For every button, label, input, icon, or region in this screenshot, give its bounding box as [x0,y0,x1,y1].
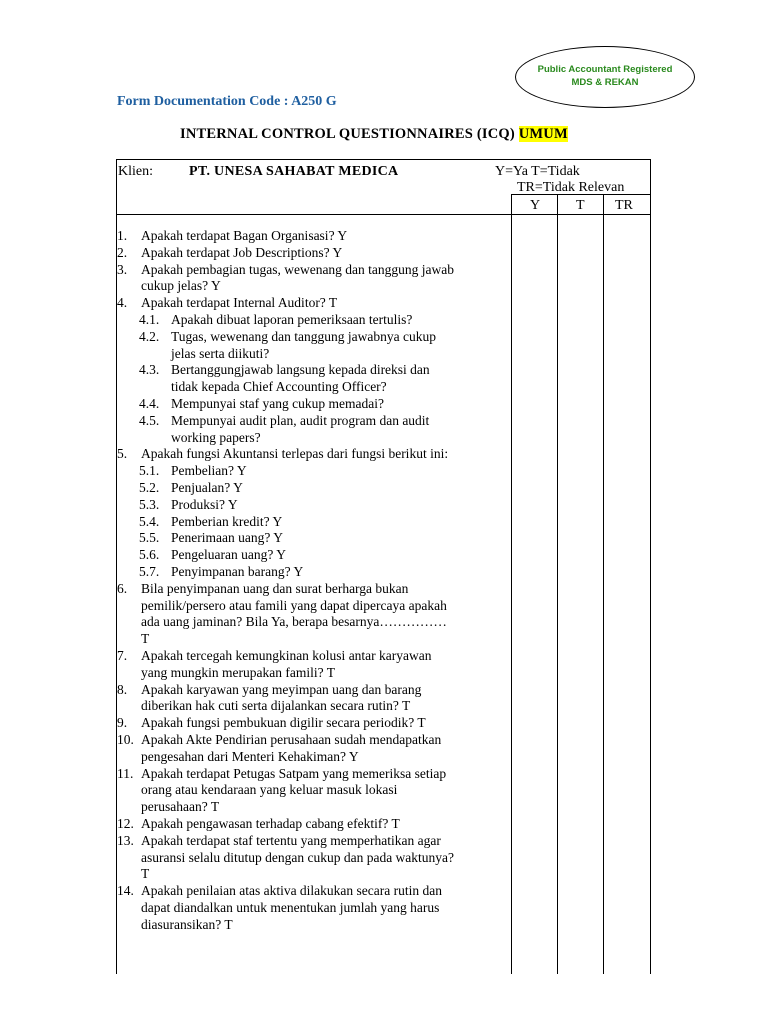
question-text-line: Tugas, wewenang dan tanggung jawabnya cukup [171,328,436,344]
sub-question-item [117,396,509,413]
question-text-line: ada uang jaminan? Bila Ya, berapa besarnya…………… [141,614,447,630]
question-number: 5.4. [139,513,160,529]
question-item [117,295,509,312]
question-text-line: Penerimaan uang? Y [171,530,283,546]
question-text-line: Penjualan? Y [171,480,243,495]
question-text-line: diasuransikan? T [141,916,233,932]
col-header-t: T [576,198,585,213]
question-item [117,446,509,463]
question-item [117,883,509,933]
stamp-line-2: MDS & REKAN [571,77,639,88]
question-number: 2. [117,244,128,260]
question-text-line: Pengeluaran uang? Y [171,547,286,563]
sub-question-item [117,413,509,447]
question-item [117,732,509,766]
question-text-line: tidak kepada Chief Accounting Officer? [171,379,387,395]
question-text-line: T [141,631,150,647]
question-item [117,648,509,682]
question-number: 5.1. [139,463,160,479]
sub-question-item [117,312,509,329]
question-text-line: pemilik/persero atau famili yang dapat dipercaya apakah [141,597,447,613]
question-text-line: Apakah terdapat Internal Auditor? T [141,295,338,311]
header-bottom-rule [117,214,650,215]
title-text: INTERNAL CONTROL QUESTIONNAIRES (ICQ) [180,126,519,142]
question-text-line: pengesahan dari Menteri Kehakiman? Y [141,748,359,764]
question-number: 8. [117,681,128,697]
question-text-line: T [141,866,150,882]
question-text-line: cukup jelas? Y [141,278,221,294]
question-number: 4. [117,295,128,311]
document-title [180,126,568,143]
col-divider-y [511,194,512,974]
question-item [117,581,509,648]
sub-question-item [117,514,509,531]
question-text-line: dapat diandalkan untuk menentukan jumlah yang harus [141,899,440,915]
question-item [117,833,509,883]
question-text-line: Produksi? Y [171,496,238,512]
question-number: 14. [117,883,134,899]
question-item [117,715,509,732]
question-number: 11. [117,765,134,781]
question-number: 5.5. [139,530,160,546]
question-text-line: Penyimpanan barang? Y [171,564,304,579]
legend-tidak-relevan: TR=Tidak Relevan [517,180,625,195]
question-item [117,245,509,262]
stamp-line-1: Public Accountant Registered [537,64,673,75]
col-divider-t [557,194,558,974]
sub-question-item [117,497,509,514]
question-item [117,262,509,296]
question-text-line: diberikan hak cuti serta dijalankan secara rutin? T [141,698,411,714]
question-item [117,682,509,716]
title-highlight: UMUM [518,126,568,142]
question-item [117,766,509,816]
sub-question-item [117,564,509,581]
question-text-line: Pemberian kredit? Y [171,513,283,529]
question-text-line: orang atau kendaraan yang keluar masuk lokasi [141,782,398,798]
sub-question-item [117,480,509,497]
question-number: 4.5. [139,412,160,428]
sub-question-item [117,530,509,547]
question-number: 5. [117,446,128,462]
question-text-line: Apakah pembagian tugas, wewenang dan tanggung jawab [141,261,455,277]
client-name: PT. UNESA SAHABAT MEDICA [189,164,399,179]
sub-question-item [117,362,509,396]
questionnaire-table [116,159,651,974]
question-text-line: Bertanggungjawab langsung kepada direksi dan [171,362,430,378]
question-text-line: jelas serta diikuti? [171,345,270,361]
question-number: 4.1. [139,312,160,327]
question-number: 5.2. [139,480,160,495]
auditor-stamp [515,46,695,108]
question-number: 6. [117,580,128,596]
question-number: 9. [117,715,128,731]
question-text-line: Mempunyai audit plan, audit program dan audit [171,412,430,428]
question-number: 10. [117,732,134,747]
sub-question-item [117,329,509,363]
question-text-line: Apakah Akte Pendirian perusahaan sudah mendapatkan [141,732,442,747]
question-text-line: Apakah terdapat Petugas Satpam yang memeriksa setiap [141,765,447,781]
question-text-line: yang mungkin merupakan famili? T [141,664,335,680]
question-text-line: Mempunyai staf yang cukup memadai? [171,396,384,411]
question-number: 12. [117,816,134,831]
col-divider-tr [603,194,604,974]
question-item [117,816,509,833]
sub-question-item [117,547,509,564]
question-number: 4.2. [139,328,160,344]
question-number: 7. [117,648,128,663]
col-header-y: Y [530,198,541,213]
form-documentation-code: Form Documentation Code : A250 G [117,94,337,109]
question-item [117,228,509,245]
question-number: 4.3. [139,362,160,378]
question-text-line: Apakah pengawasan terhadap cabang efektif? T [141,816,400,831]
question-text-line: Apakah fungsi Akuntansi terlepas dari fungsi berikut ini: [141,446,449,462]
sub-question-item [117,463,509,480]
question-text-line: Apakah terdapat Bagan Organisasi? Y [141,228,348,243]
question-number: 1. [117,228,128,243]
question-text-line: working papers? [171,429,261,445]
question-number: 3. [117,261,128,277]
col-header-tr: TR [615,198,633,213]
question-number: 13. [117,832,134,848]
question-number: 5.6. [139,547,160,563]
question-text-line: Apakah tercegah kemungkinan kolusi antar karyawan [141,648,432,663]
question-text-line: asuransi selalu ditutup dengan cukup dan pada waktunya? [141,849,455,865]
question-text-line: Pembelian? Y [171,463,247,479]
question-number: 5.7. [139,564,160,579]
question-text-line: Apakah terdapat staf tertentu yang memperhatikan agar [141,832,441,848]
legend-ya-tidak: Y=Ya T=Tidak [495,164,580,179]
question-text-line: perusahaan? T [141,799,220,815]
question-text-line: Apakah karyawan yang meyimpan uang dan barang [141,681,422,697]
question-number: 4.4. [139,396,160,411]
question-text-line: Apakah dibuat laporan pemeriksaan tertulis? [171,312,413,327]
question-text-line: Apakah fungsi pembukuan digilir secara periodik? T [141,715,426,731]
question-text-line: Apakah penilaian atas aktiva dilakukan secara rutin dan [141,883,443,899]
question-text-line: Bila penyimpanan uang dan surat berharga bukan [141,580,409,596]
client-label: Klien: [118,164,153,179]
question-number: 5.3. [139,496,160,512]
question-text-line: Apakah terdapat Job Descriptions? Y [141,244,343,260]
